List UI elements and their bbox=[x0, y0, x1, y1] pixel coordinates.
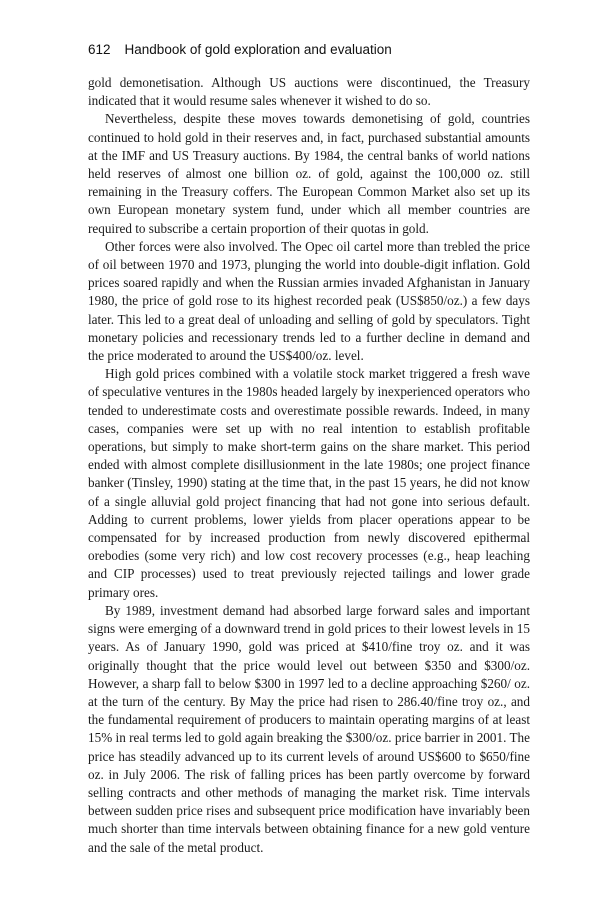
book-title: Handbook of gold exploration and evaluation bbox=[124, 42, 392, 57]
paragraph-oil-inflation: Other forces were also involved. The Opec oil cartel more than trebled the price of oil between 1970 and 1973, plunging the world into double-digit inflation. Gold prices soared rapidly and when the Russian armies invaded Afghanistan in January 1980, the price of gold rose to its highest recorded peak (US$850/oz.) a few days later. This led to a great deal of unloading and selling of gold by speculators. Tight monetary policies and recessionary trends led to a further decline in demand and the price moderated to around the US$400/oz. level. bbox=[88, 238, 530, 364]
running-head bbox=[88, 42, 392, 57]
paragraph-speculative-ventures: High gold prices combined with a volatile stock market triggered a fresh wave of speculative ventures in the 1980s headed largely by inexperienced operators who tended to underestimate costs and overestimate possible rewards. Indeed, in many cases, companies were set up with no real intention to establish profitable operations, but simply to make short-term gains on the share market. This period ended with almost complete disillusionment in the late 1980s; one project finance banker (Tinsley, 1990) stating at the time that, in the past 15 years, he did not know of a single alluvial gold project financing that had not gone into serious default. Adding to current problems, lower yields from placer operations appear to be compensated for by increased production from newly discovered epithermal orebodies (some very rich) and low cost recovery processes (e.g., heap leaching and CIP processes) used to treat previously rejected tailings and lower grade primary ores. bbox=[88, 366, 530, 600]
page-number: 612 bbox=[88, 42, 111, 57]
paragraph-reserves: Nevertheless, despite these moves towards demonetising of gold, countries continued to hold gold in their reserves and, in fact, purchased substantial amounts at the IMF and US Treasury auctions. By 1984, the central banks of world nations held reserves of almost one billion oz. of gold, against the 100,000 oz. still remaining in the Treasury coffers. The European Common Market also set up its own European monetary system fund, under which all member countries are required to subscribe a certain proportion of their quotas in gold. bbox=[88, 111, 530, 236]
paragraph-continuation: gold demonetisation. Although US auctions were discontinued, the Treasury indicated that it would resume sales whenever it wished to do so. bbox=[88, 75, 530, 109]
body-text bbox=[88, 74, 530, 857]
paragraph-price-trends: By 1989, investment demand had absorbed large forward sales and important signs were emerging of a downward trend in gold prices to their lowest levels in 15 years. As of January 1990, gold was priced at $410/fine troy oz. and it was originally thought that the price would level out between $350 and $300/oz. However, a sharp fall to below $300 in 1997 led to a decline approaching $260/ oz. at the turn of the century. By May the price had risen to 286.40/fine troy oz., and the fundamental requirement of producers to maintain operating margins of at least 15% in real terms led to gold again breaking the $300/oz. price barrier in 2001. The price has steadily advanced up to its current levels of around US$600 to $650/fine oz. in July 2006. The risk of falling prices has been partly overcome by forward selling contracts and other methods of managing the market risk. Time intervals between sudden price rises and subsequent price modification have invariably been much shorter than time intervals between obtaining finance for a new gold venture and the sale of the metal product. bbox=[88, 602, 530, 855]
